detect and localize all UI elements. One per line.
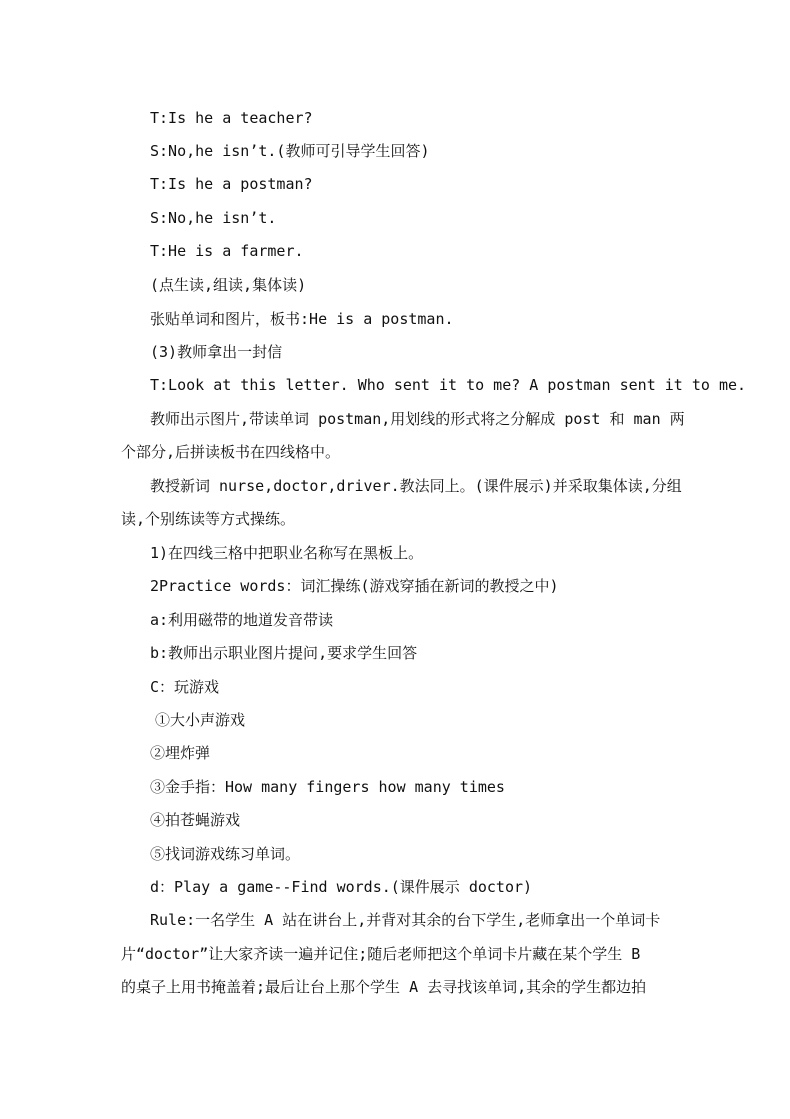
dialogue-line: T:He is a farmer. [150, 242, 304, 260]
instruction-line: (点生读,组读,集体读) [150, 276, 307, 294]
list-item: 2Practice words：词汇操练(游戏穿插在新词的教授之中) [150, 577, 559, 595]
list-item: 1)在四线三格中把职业名称写在黑板上。 [150, 544, 424, 562]
dialogue-line: T:Look at this letter. Who sent it to me? A postman sent it to me. [150, 376, 747, 394]
game-item: ②埋炸弹 [150, 744, 211, 762]
rule-line: 的桌子上用书掩盖着;最后让台上那个学生 A 去寻找该单词,其余的学生都边拍 [121, 978, 647, 996]
rule-line: Rule:一名学生 A 站在讲台上,并背对其余的台下学生,老师拿出一个单词卡 [150, 911, 661, 929]
list-item: C：玩游戏 [150, 678, 220, 696]
game-item: ①大小声游戏 [155, 711, 246, 729]
dialogue-line: T:Is he a teacher? [150, 109, 313, 127]
paragraph-line: 教授新词 nurse,doctor,driver.教法同上。(课件展示)并采取集体读,分组 [150, 477, 682, 495]
paragraph-line: 个部分,后拼读板书在四线格中。 [121, 443, 341, 461]
instruction-line: 张贴单词和图片，板书:He is a postman. [150, 310, 454, 328]
dialogue-line: T:Is he a postman? [150, 175, 313, 193]
dialogue-line: S:No,he isn’t. [150, 209, 277, 227]
game-item: ④拍苍蝇游戏 [150, 811, 241, 829]
list-item: a:利用磁带的地道发音带读 [150, 611, 334, 629]
rule-line: 片“doctor”让大家齐读一遍并记住;随后老师把这个单词卡片藏在某个学生 B [121, 945, 641, 963]
paragraph-line: 教师出示图片,带读单词 postman,用划线的形式将之分解成 post 和 man 两 [150, 410, 685, 428]
step-heading: (3)教师拿出一封信 [150, 343, 283, 361]
list-item: b:教师出示职业图片提问,要求学生回答 [150, 644, 418, 662]
list-item: d：Play a game--Find words.(课件展示 doctor) [150, 878, 533, 896]
dialogue-line: S:No,he isn’t.(教师可引导学生回答) [150, 142, 430, 160]
game-item: ⑤找词游戏练习单词。 [150, 845, 301, 863]
game-item: ③金手指：How many fingers how many times [150, 778, 505, 796]
paragraph-line: 读,个别练读等方式操练。 [121, 510, 296, 528]
